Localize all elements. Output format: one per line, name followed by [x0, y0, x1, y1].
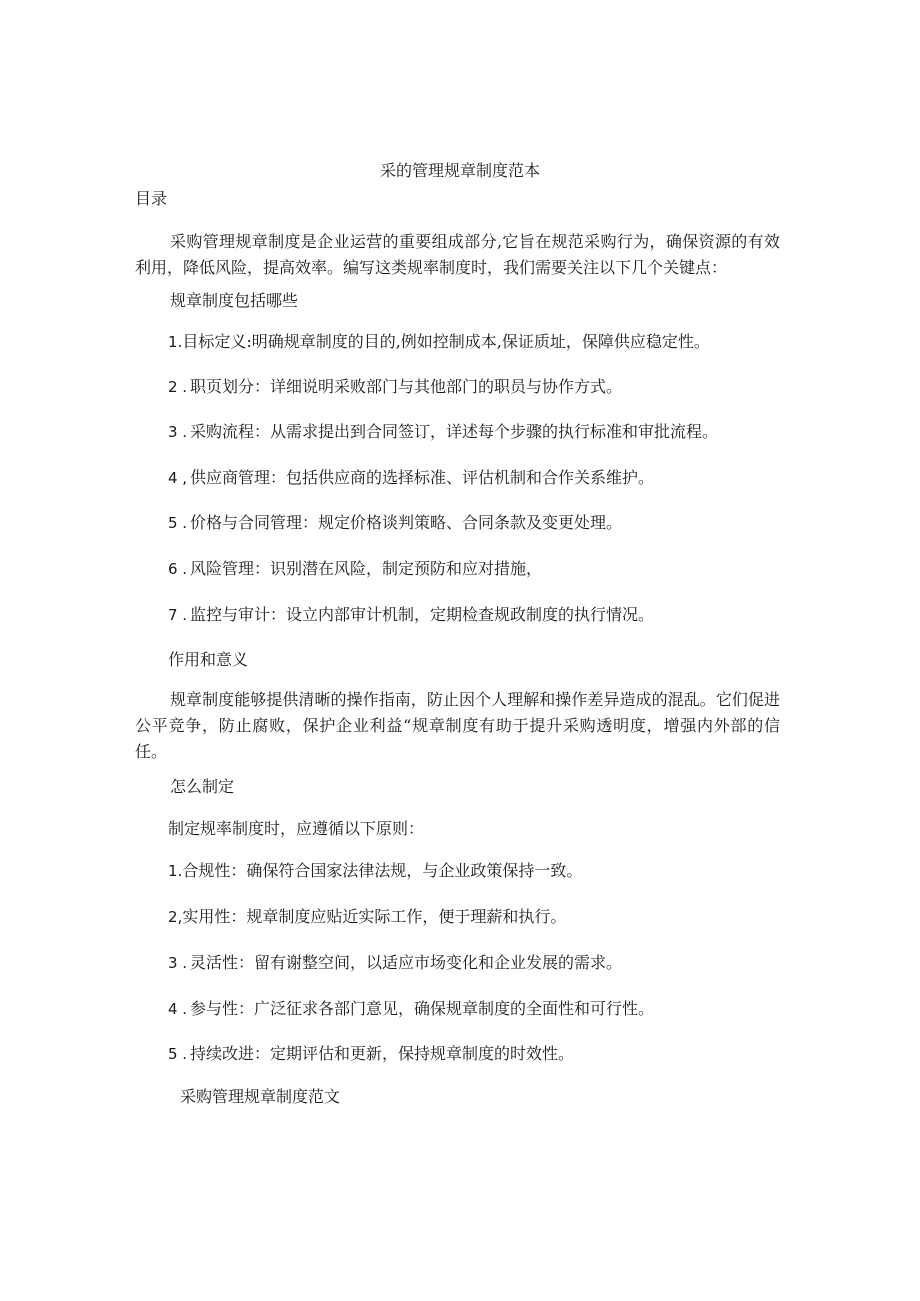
list-item-number: 7 .	[168, 606, 188, 624]
list-item	[168, 604, 654, 626]
list-item-text: 价格与合同管理：规定价格谈判策略、合同条款及变更处理。	[190, 513, 623, 532]
list-item-text: 职页划分：详细说明采败部门与其他部门的职员与协作方式。	[190, 377, 623, 396]
list-item-text: 供应商管理：包括供应商的选择标准、评估机制和合作关系维护。	[190, 468, 655, 487]
list-item-number: 3 .	[168, 423, 188, 441]
list-item-text: 风险管理：识别潜在风险，制定预防和应对措施，	[190, 559, 543, 578]
section-heading-sample: 采购管理规章制度范文	[180, 1087, 341, 1106]
list-item	[168, 421, 718, 443]
list-item	[168, 512, 622, 534]
principles-lead: 制定规率制度时，应遵循以下原则：	[168, 819, 425, 838]
list-item-number: 5 .	[168, 514, 188, 532]
section-heading-how: 怎么制定	[170, 777, 235, 796]
list-item-number: 2,	[168, 908, 183, 926]
list-item-number: 1.	[168, 862, 183, 880]
purpose-paragraph: 规章制度能够提供清晰的操作指南，防止因个人理解和操作差异造成的混乱。它们促进公平竞争，防止腐败，保护企业利益“规章制度有助于提升采购透明度，增强内外部的信任。	[135, 690, 780, 761]
intro-paragraph: 采购管理规章制度是企业运营的重要组成部分,它旨在规范采购行为，确保资源的有效利用，降低风险，提高效率。编写这类规率制度时，我们需要关注以下几个关键点：	[135, 232, 780, 277]
list-item	[168, 331, 710, 353]
list-item	[168, 376, 622, 398]
list-item-text: 合规性：确保符合国家法律法规，与企业政策保持一致。	[182, 861, 583, 880]
list-item-text: 采购流程：从需求提出到合同签订，详述每个步骤的执行标准和审批流程。	[190, 422, 719, 441]
list-item-number: 3 .	[168, 954, 188, 972]
list-item-number: 1.	[168, 333, 183, 351]
list-item-number: 4 ,	[168, 469, 188, 487]
list-item	[168, 558, 542, 580]
list-item-text: 参与性：广泛征求各部门意见，确保规章制度的全面性和可行性。	[190, 999, 655, 1018]
list-item-number: 2 .	[168, 378, 188, 396]
list-item	[168, 952, 622, 974]
list-item-text: 持续改进：定期评估和更新，保持规章制度的时效性。	[190, 1044, 575, 1063]
list-item-text: 监控与审计：设立内部审计机制，定期检查规政制度的执行情况。	[190, 605, 655, 624]
document-title: 采的管理规章制度范本	[379, 161, 540, 180]
list-item	[168, 998, 654, 1020]
list-item	[168, 906, 566, 928]
list-item-text: 灵活性：留有谢整空间，以适应市场变化和企业发展的需求。	[190, 953, 623, 972]
list-item-text: 目标定义:明确规章制度的目的,例如控制成本,保证质址，保障供应稳定性。	[182, 332, 710, 351]
section-heading-purpose: 作用和意义	[168, 650, 249, 669]
list-item-number: 6 .	[168, 560, 188, 578]
toc-label: 目录	[135, 189, 168, 208]
section-heading-contents: 规章制度包括哪些	[170, 291, 299, 310]
list-item-number: 5 .	[168, 1045, 188, 1063]
list-item-text: 实用性：规章制度应贴近实际工作，便于理薪和执行。	[182, 907, 567, 926]
list-item	[168, 860, 582, 882]
list-item	[168, 467, 654, 489]
list-item-number: 4 .	[168, 1000, 188, 1018]
list-item	[168, 1043, 574, 1065]
